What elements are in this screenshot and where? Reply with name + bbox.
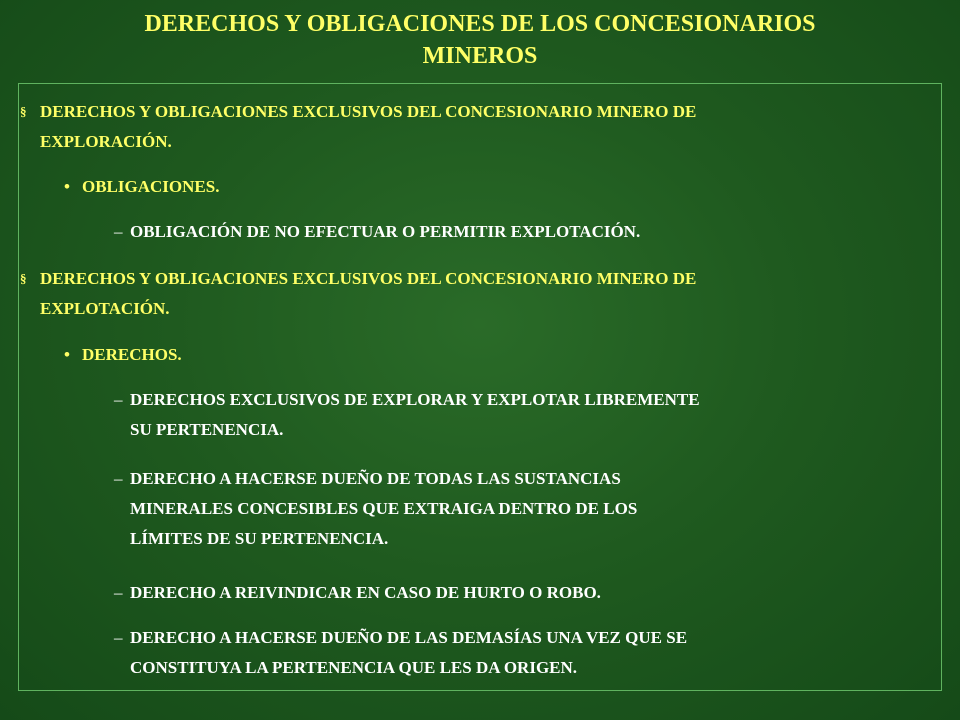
list-item	[114, 578, 920, 608]
sub-heading-label: OBLIGACIONES.	[82, 177, 220, 196]
dash-bullet-icon: –	[114, 583, 123, 602]
section-heading-line: DERECHOS Y OBLIGACIONES EXCLUSIVOS DEL CONCESIONARIO MINERO DE	[40, 102, 697, 121]
slide-title-line-2: MINEROS	[422, 43, 538, 69]
list-item-text: MINERALES CONCESIBLES QUE EXTRAIGA DENTRO DE LOS	[130, 499, 638, 518]
sub-heading-label: DERECHOS.	[82, 345, 182, 364]
list-item-text: OBLIGACIÓN DE NO EFECTUAR O PERMITIR EXPLOTACIÓN.	[130, 222, 641, 241]
sub-heading-obligaciones	[64, 172, 220, 202]
section-heading-line: DERECHOS Y OBLIGACIONES EXCLUSIVOS DEL CONCESIONARIO MINERO DE	[40, 269, 697, 288]
list-item-text: DERECHO A REIVINDICAR EN CASO DE HURTO O ROBO.	[130, 583, 601, 602]
dash-bullet-icon: –	[114, 469, 123, 488]
list-item	[114, 623, 920, 683]
list-item-text: CONSTITUYA LA PERTENENCIA QUE LES DA ORIGEN.	[130, 658, 578, 677]
list-item	[114, 464, 920, 554]
dash-bullet-icon: –	[114, 222, 123, 241]
sub-heading-derechos	[64, 340, 182, 370]
list-item-text: DERECHOS EXCLUSIVOS DE EXPLORAR Y EXPLOTAR LIBREMENTE	[130, 390, 700, 409]
list-item	[114, 217, 920, 247]
square-bullet-icon: §	[20, 104, 27, 119]
section-heading-line: EXPLOTACIÓN.	[40, 299, 170, 318]
dash-bullet-icon: –	[114, 628, 123, 647]
section-heading-line: EXPLORACIÓN.	[40, 132, 172, 151]
round-bullet-icon: •	[64, 177, 70, 196]
list-item-text: SU PERTENENCIA.	[130, 420, 284, 439]
slide-title-line-1: DERECHOS Y OBLIGACIONES DE LOS CONCESIONARIOS	[144, 11, 816, 37]
list-item-text: DERECHO A HACERSE DUEÑO DE LAS DEMASÍAS UNA VEZ QUE SE	[130, 628, 688, 647]
round-bullet-icon: •	[64, 345, 70, 364]
square-bullet-icon: §	[20, 271, 27, 286]
list-item-text: DERECHO A HACERSE DUEÑO DE TODAS LAS SUSTANCIAS	[130, 469, 621, 488]
section-heading-explotacion	[20, 264, 920, 324]
list-item-text: LÍMITES DE SU PERTENENCIA.	[130, 529, 389, 548]
section-heading-exploracion	[20, 97, 920, 157]
dash-bullet-icon: –	[114, 390, 123, 409]
list-item	[114, 385, 920, 445]
slide-title	[0, 8, 960, 72]
